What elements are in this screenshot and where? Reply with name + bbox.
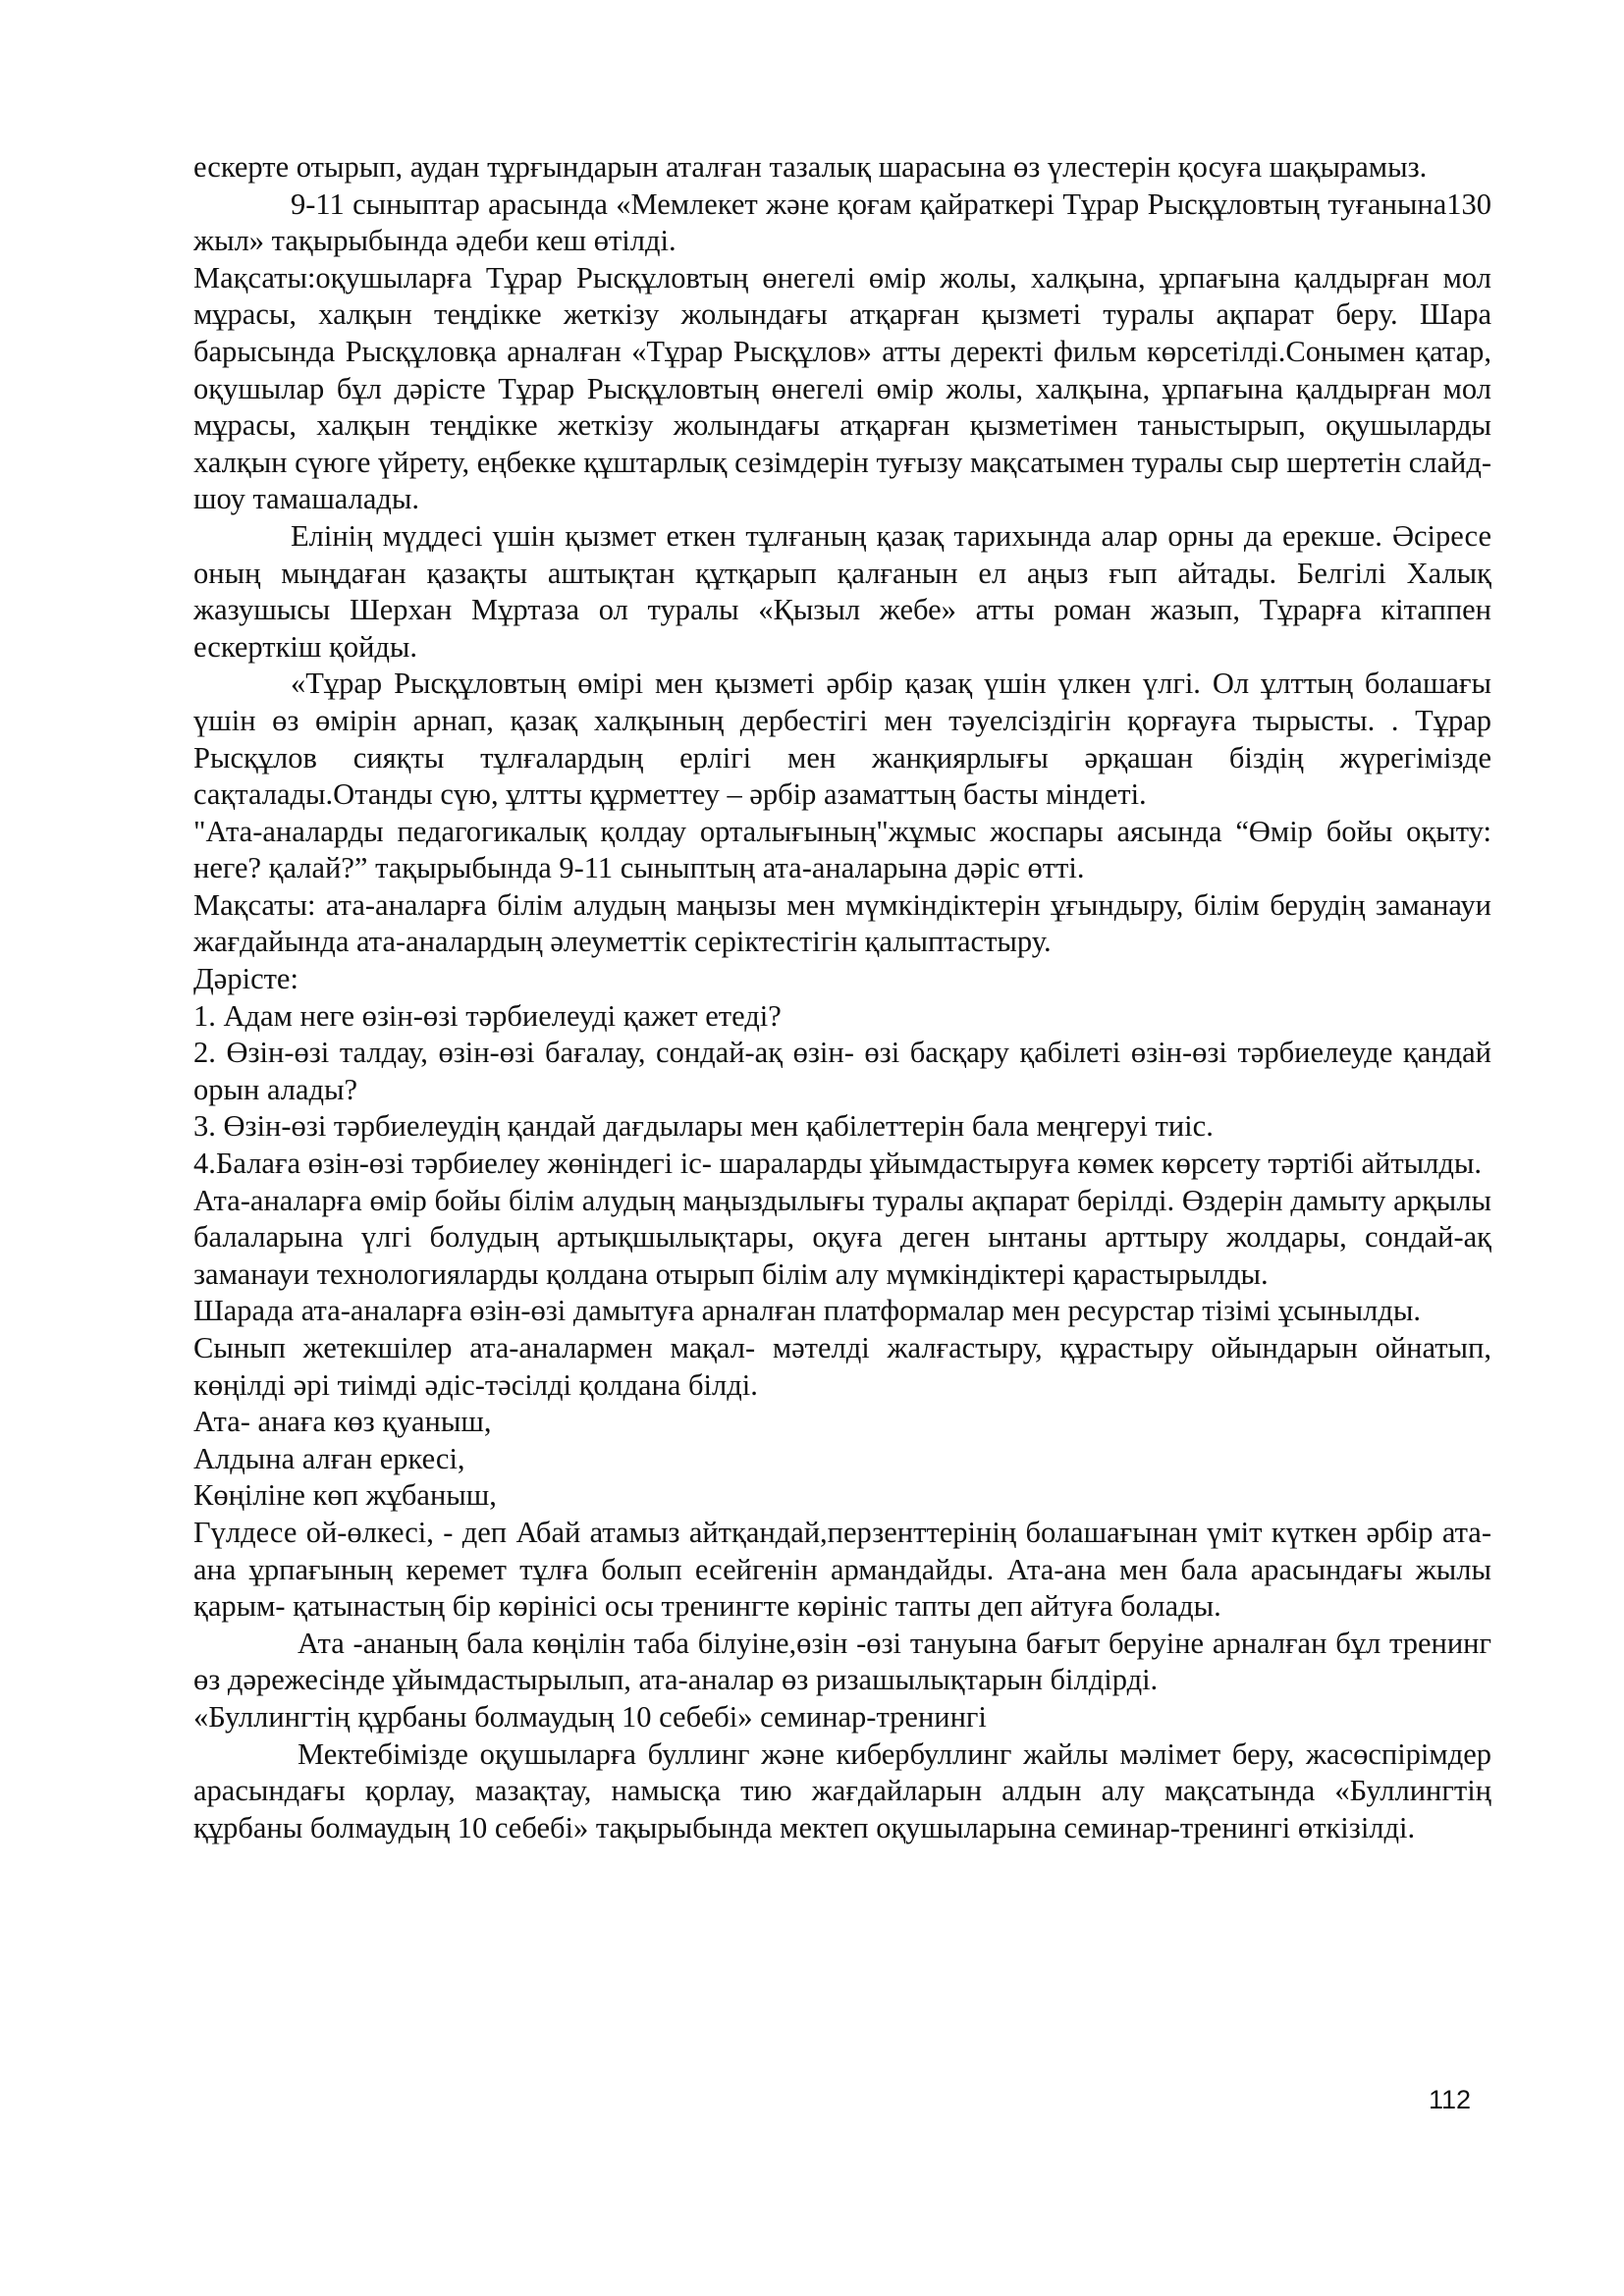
- paragraph-abai: Гүлдесе ой-өлкесі, - деп Абай атамыз айтқандай,перзенттерінің болашағынан үміт күткен әрбір ата-ана ұрпағының керемет тұлға болып есейгенін армандайды. Ата-ана мен бала арасындағы жылы қарым- қатынастың бір көрінісі осы тренингте көрініс тапты деп айтуға болады.: [193, 1515, 1491, 1624]
- page-number: 112: [1429, 2085, 1472, 2114]
- paragraph-goal-1: Мақсаты:оқушыларға Тұрар Рысқұловтың өнегелі өмір жолы, халқына, ұрпағына қалдырған мол мұрасы, халқын теңдікке жеткізу жолындағы атқарған қызметі туралы ақпарат беру. Шара барысында Рысқұловқа арналған «Тұрар Рысқұлов» атты деректі фильм көрсетілді.Сонымен қатар, оқушылар бұл дәрісте Тұрар Рысқұловтың өнегелі өмір жолы, халқына, ұрпағына қалдырған мол мұрасы, халқын теңдікке жеткізу жолындағы атқарған қызметімен таныстырып, оқушыларды халқын сүюге үйрету, еңбекке құштарлық сезімдерін туғызу мақсатымен туралы сыр шертетін слайд-шоу тамашалады.: [193, 260, 1491, 516]
- paragraph-parents-lecture: "Ата-аналарды педагогикалық қолдау орталығының"жұмыс жоспары аясында “Өмір бойы оқыту: неге? қалай?” тақырыбында 9-11 сыныптың ата-аналарына дәріс өтті.: [193, 814, 1491, 885]
- paragraph-bullying-title: «Буллингтің құрбаны болмаудың 10 себебі» семинар-тренингі: [193, 1699, 987, 1734]
- paragraph-platforms: Шарада ата-аналарға өзін-өзі дамытуға арналған платформалар мен ресурстар тізімі ұсынылды.: [193, 1294, 1421, 1328]
- list-item-2: 2. Өзін-өзі талдау, өзін-өзі бағалау, сондай-ақ өзін- өзі басқару қабілеті өзін-өзі тәрбиелеуде қандай орын алады?: [193, 1036, 1491, 1106]
- paragraph-training: Ата -ананың бала көңілін таба білуіне,өзін -өзі тануына бағыт беруіне арналған бұл тренинг өз дәрежесінде ұйымдастырылып, ата-аналар өз ризашылықтарын білдірді.: [193, 1626, 1491, 1697]
- list-item-1: 1. Адам неге өзін-өзі тәрбиелеуді қажет етеді?: [193, 998, 782, 1033]
- paragraph-literary-evening: 9-11 сыныптар арасында «Мемлекет және қоғам қайраткері Тұрар Рысқұловтың туғанына130 жыл» тақырыбында әдеби кеш өтілді.: [193, 187, 1491, 258]
- paragraph-class-teachers: Сынып жетекшілер ата-аналармен мақал- мәтелді жалғастыру, құрастыру ойындарын ойнатып, көңілді әрі тиімді әдіс-тәсілді қолдана білді.: [193, 1331, 1491, 1402]
- poem-line-1: Ата- анаға көз қуаныш,: [193, 1405, 492, 1439]
- list-item-3: 3. Өзін-өзі тәрбиелеудің қандай дағдылары мен қабілеттерін бала меңгеруі тиіс.: [193, 1109, 1214, 1144]
- document-body: [193, 149, 1491, 1846]
- poem-line-3: Көңіліне көп жұбаныш,: [193, 1478, 497, 1513]
- paragraph-goal-2: Мақсаты: ата-аналарға білім алудың маңызы мен мүмкіндіктерін ұғындыру, білім берудің заманауи жағдайында ата-аналардың әлеуметтік серіктестігін қалыптастыру.: [193, 887, 1491, 959]
- paragraph-lecture-heading: Дәрісте:: [193, 962, 298, 996]
- paragraph-history: Елінің мүддесі үшін қызмет еткен тұлғаның қазақ тарихында алар орны да ерекше. Әсіресе оның мыңдаған қазақты аштықтан құтқарып қалғанын ел аңыз ғып айтады. Белгілі Халық жазушысы Шерхан Мұртаза ол туралы «Қызыл жебе» атты роман жазып, Тұрарға кітаппен ескерткіш қойды.: [193, 518, 1491, 664]
- list-item-4: 4.Балаға өзін-өзі тәрбиелеу жөніндегі іс- шараларды ұйымдастыруға көмек көрсету тәртібі айтылды.: [193, 1147, 1482, 1181]
- poem-line-2: Алдына алған еркесі,: [193, 1441, 465, 1475]
- paragraph-intro: ескерте отырып, аудан тұрғындарын аталған тазалық шарасына өз үлестерін қосуға шақырамыз.: [193, 150, 1428, 184]
- paragraph-lifelong-learning: Ата-аналарға өмір бойы білім алудың маңыздылығы туралы ақпарат берілді. Өздерін дамыту арқылы балаларына үлгі болудың артықшылықтары, оқуға деген ынтаны арттыру жолдары, сондай-ақ заманауи технологияларды қолдана отырып білім алу мүмкіндіктері қарастырылды.: [193, 1183, 1491, 1291]
- paragraph-bullying: Мектебімізде оқушыларға буллинг және кибербуллинг жайлы мәлімет беру, жасөспірімдер арасындағы қорлау, мазақтау, намысқа тию жағдайларын алдын алу мақсатында «Буллингтің құрбаны болмаудың 10 себебі» тақырыбында мектеп оқушыларына семинар-тренингі өткізілді.: [193, 1736, 1491, 1844]
- paragraph-quote: «Тұрар Рысқұловтың өмірі мен қызметі әрбір қазақ үшін үлкен үлгі. Ол ұлттың болашағы үшін өз өмірін арнап, қазақ халқының дербестігі мен тәуелсіздігін қорғауға тырысты. . Тұрар Рысқұлов сияқты тұлғалардың ерлігі мен жанқиярлығы әрқашан біздің жүрегімізде сақталады.Отанды сүю, ұлтты құрметтеу – әрбір азаматтың басты міндеті.: [193, 667, 1491, 812]
